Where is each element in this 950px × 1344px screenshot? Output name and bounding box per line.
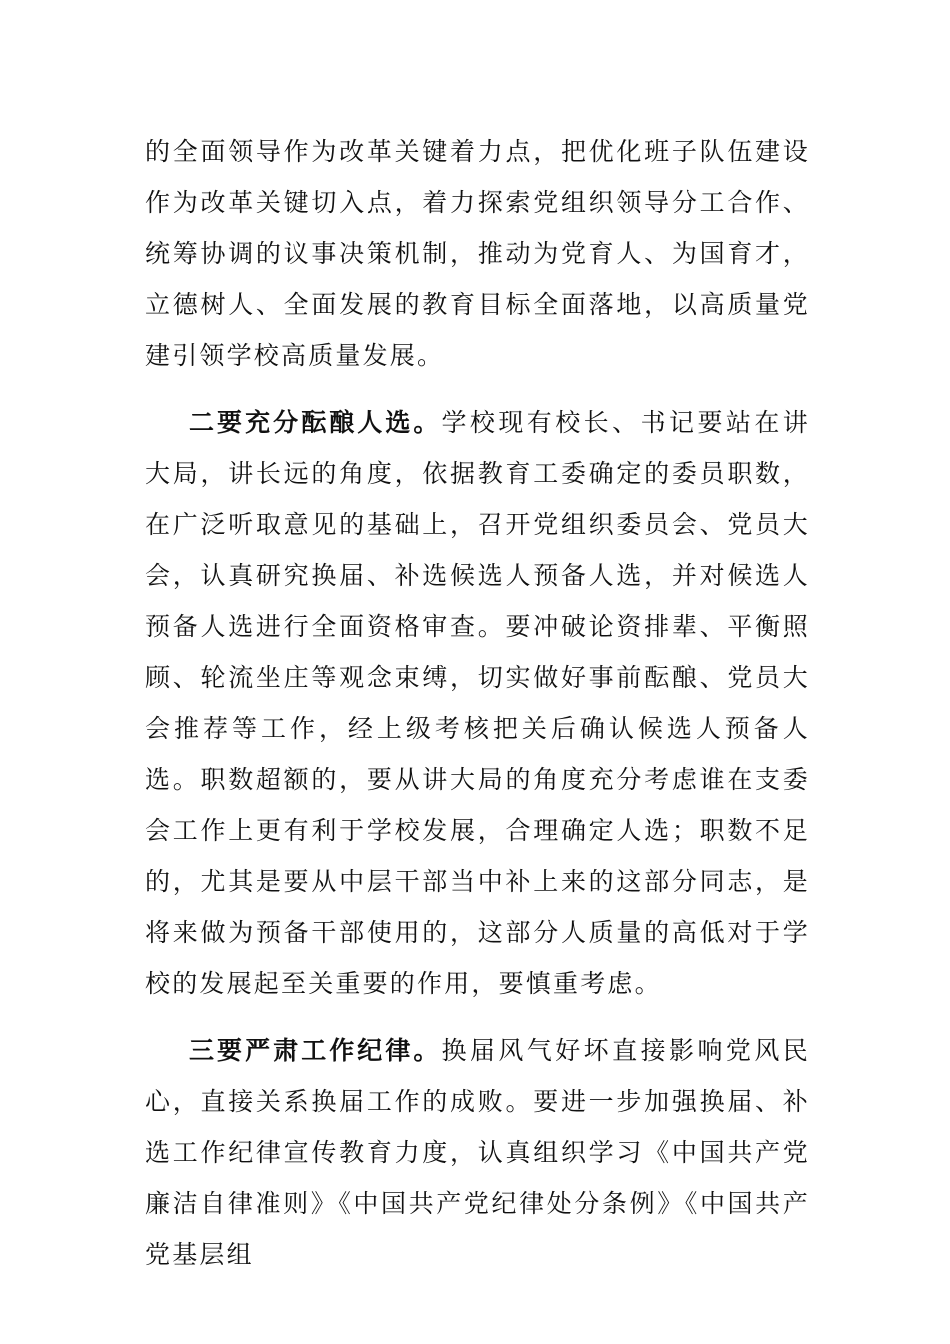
- paragraph-3-heading: 三要严肃工作纪律。: [189, 1036, 442, 1065]
- paragraph-3-text: 换届风气好坏直接影响党风民心，直接关系换届工作的成败。要进一步加强换届、补选工作纪律宣传教育力度，认真组织学习《中国共产党廉洁自律准则》《中国共产党纪律处分条例》《中国共产党基层组: [145, 1036, 811, 1269]
- document-body: [145, 126, 810, 1280]
- paragraph-spacer: [145, 381, 810, 397]
- paragraph-2-text: 学校现有校长、书记要站在讲大局，讲长远的角度，依据教育工委确定的委员职数，在广泛听取意见的基础上，召开党组织委员会、党员大会，认真研究换届、补选候选人预备人选，并对候选人预备人选进行全面资格审查。要冲破论资排辈、平衡照顾、轮流坐庄等观念束缚，切实做好事前酝酿、党员大会推荐等工作，经上级考核把关后确认候选人预备人选。职数超额的，要从讲大局的角度充分考虑谁在支委会工作上更有利于学校发展，合理确定人选；职数不足的，尤其是要从中层干部当中补上来的这部分同志，是将来做为预备干部使用的，这部分人质量的高低对于学校的发展起至关重要的作用，要慎重考虑。: [145, 408, 811, 998]
- paragraph-3: [145, 1025, 810, 1280]
- paragraph-1: [145, 126, 810, 381]
- paragraph-1-text: 的全面领导作为改革关键着力点，把优化班子队伍建设作为改革关键切入点，着力探索党组织领导分工合作、统筹协调的议事决策机制，推动为党育人、为国育才，立德树人、全面发展的教育目标全面落地，以高质量党建引领学校高质量发展。: [145, 137, 810, 370]
- paragraph-2-heading: 二要充分酝酿人选。: [189, 408, 442, 437]
- paragraph-2: [145, 397, 810, 1009]
- paragraph-spacer: [145, 1009, 810, 1025]
